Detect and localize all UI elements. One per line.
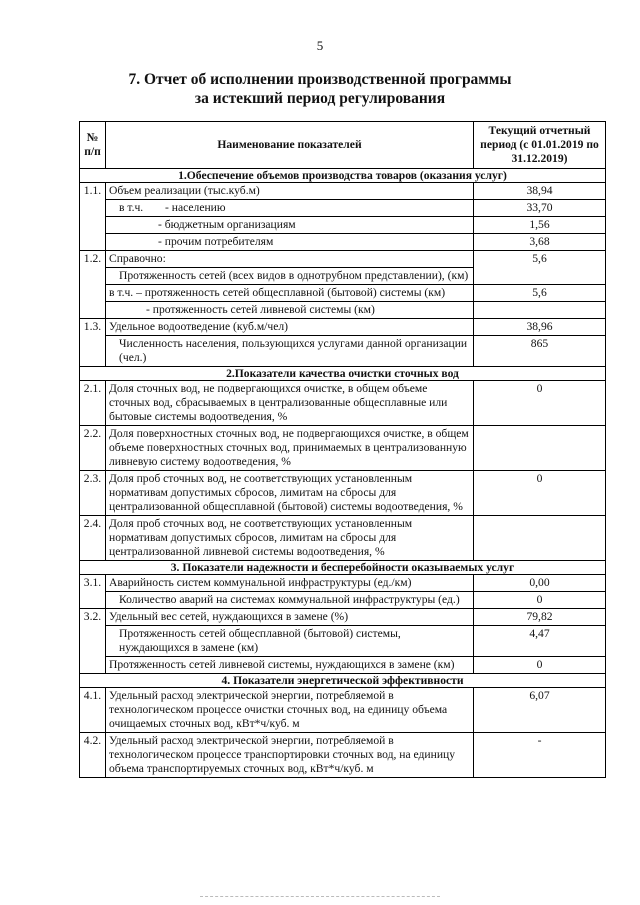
row-value: 5,6 <box>474 285 606 302</box>
row-value: 4,47 <box>474 626 606 657</box>
row-number: 3.2. <box>80 609 106 674</box>
header-value: Текущий отчетный период (с 01.01.2019 по 31.12.2019) <box>474 122 606 169</box>
table-row <box>80 688 606 733</box>
title-line-1: 7. Отчет об исполнении производственной программы <box>128 71 512 88</box>
row-name-text: - населению <box>165 201 226 214</box>
row-value: 0 <box>474 657 606 674</box>
row-name: - прочим потребителям <box>106 234 474 251</box>
row-value: 5,6 <box>474 251 606 285</box>
table-row <box>80 251 606 268</box>
row-number: 2.4. <box>80 516 106 561</box>
row-name: Удельный вес сетей, нуждающихся в замене (%) <box>106 609 474 626</box>
section-title-4: 4. Показатели энергетической эффективности <box>80 674 606 688</box>
row-value: 865 <box>474 336 606 367</box>
table-row <box>80 516 606 561</box>
table-row <box>80 426 606 471</box>
row-number: 1.3. <box>80 319 106 367</box>
row-number: 4.1. <box>80 688 106 733</box>
row-name: Аварийность систем коммунальной инфраструктуры (ед./км) <box>106 575 474 592</box>
row-name: Доля проб сточных вод, не соответствующих установленным нормативам допустимых сбросов, лимитам на сбросы для централизованной общесплавной (бытовой) системы водоотведения, % <box>106 471 474 516</box>
header-num: № п/п <box>80 122 106 169</box>
table-row <box>80 200 606 217</box>
section-row <box>80 169 606 183</box>
table-row <box>80 217 606 234</box>
row-name: Удельный расход электрической энергии, потребляемой в технологическом процессе транспортировки сточных вод, на единицу объема транспортируемых сточных вод, кВт*ч/куб. м <box>106 733 474 778</box>
section-row <box>80 367 606 381</box>
section-row <box>80 674 606 688</box>
row-value: 38,96 <box>474 319 606 336</box>
row-value: 33,70 <box>474 200 606 217</box>
section-title-3: 3. Показатели надежности и бесперебойности оказываемых услуг <box>80 561 606 575</box>
table-row <box>80 285 606 302</box>
section-title-1: 1.Обеспечение объемов производства товаров (оказания услуг) <box>80 169 606 183</box>
table-row <box>80 471 606 516</box>
title-line-2: за истекший период регулирования <box>194 90 446 107</box>
scan-artifact-line <box>200 896 440 899</box>
table-row <box>80 626 606 657</box>
table-row <box>80 319 606 336</box>
row-name: Объем реализации (тыс.куб.м) <box>106 183 474 200</box>
row-name: Численность населения, пользующихся услугами данной организации (чел.) <box>106 336 474 367</box>
row-name: Протяженность сетей общесплавной (бытовой) системы, нуждающихся в замене (км) <box>106 626 474 657</box>
row-value <box>474 426 606 471</box>
row-number: 4.2. <box>80 733 106 778</box>
table-row <box>80 302 606 319</box>
row-name: - протяженность сетей ливневой системы (км) <box>106 302 474 319</box>
row-value: - <box>474 733 606 778</box>
row-name: Удельное водоотведение (куб.м/чел) <box>106 319 474 336</box>
row-value <box>474 302 606 319</box>
table-row <box>80 336 606 367</box>
row-value <box>474 516 606 561</box>
row-name: - бюджетным организациям <box>106 217 474 234</box>
row-number: 2.2. <box>80 426 106 471</box>
row-name: Доля сточных вод, не подвергающихся очистке, в общем объеме сточных вод, сбрасываемых в централизованные общесплавные или бытовые системы водоотведения, % <box>106 381 474 426</box>
row-number: 2.1. <box>80 381 106 426</box>
row-value: 38,94 <box>474 183 606 200</box>
table-row <box>80 381 606 426</box>
report-table <box>79 121 606 778</box>
row-number: 2.3. <box>80 471 106 516</box>
row-value: 0,00 <box>474 575 606 592</box>
table-row <box>80 183 606 200</box>
header-name: Наименование показателей <box>106 122 474 169</box>
report-title <box>0 70 640 108</box>
page-number: 5 <box>316 38 324 53</box>
row-value: 0 <box>474 381 606 426</box>
row-value: 0 <box>474 592 606 609</box>
row-name: Протяженность сетей ливневой системы, нуждающихся в замене (км) <box>106 657 474 674</box>
row-value: 6,07 <box>474 688 606 733</box>
table-row <box>80 657 606 674</box>
row-number: 1.1. <box>80 183 106 251</box>
row-name: Количество аварий на системах коммунальной инфраструктуры (ед.) <box>106 592 474 609</box>
row-name: Справочно: <box>106 251 474 268</box>
table-row <box>80 592 606 609</box>
row-number: 3.1. <box>80 575 106 609</box>
row-name: Доля проб сточных вод, не соответствующих установленным нормативам допустимых сбросов, лимитам на сбросы для централизованной ливневой системы водоотведения, % <box>106 516 474 561</box>
row-value: 1,56 <box>474 217 606 234</box>
row-value: 79,82 <box>474 609 606 626</box>
row-name: в т.ч. – протяженность сетей общесплавной (бытовой) системы (км) <box>106 285 474 302</box>
table-row <box>80 609 606 626</box>
row-prefix: в т.ч. <box>119 201 144 214</box>
row-value: 0 <box>474 471 606 516</box>
table-header-row <box>80 122 606 169</box>
table-row <box>80 733 606 778</box>
row-name: Протяженность сетей (всех видов в однотрубном представлении), (км) <box>106 268 474 285</box>
row-name: Доля поверхностных сточных вод, не подвергающихся очистке, в общем объеме поверхностных сточных вод, принимаемых в централизованную ливневую систему водоотведения, % <box>106 426 474 471</box>
table-row <box>80 575 606 592</box>
section-row <box>80 561 606 575</box>
row-name: Удельный расход электрической энергии, потребляемой в технологическом процессе очистки сточных вод, на единицу объема очищаемых сточных вод, кВт*ч/куб. м <box>106 688 474 733</box>
table-row <box>80 234 606 251</box>
row-number: 1.2. <box>80 251 106 319</box>
row-value: 3,68 <box>474 234 606 251</box>
section-title-2: 2.Показатели качества очистки сточных вод <box>80 367 606 381</box>
row-name <box>106 200 474 217</box>
